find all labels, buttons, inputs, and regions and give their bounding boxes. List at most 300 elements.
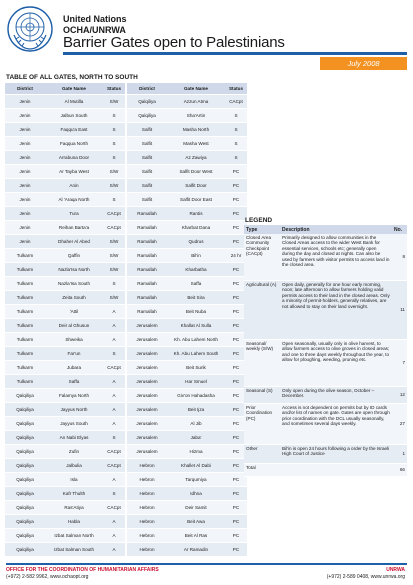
status-cell: A [103, 515, 125, 529]
district-cell: Ramallah [127, 235, 167, 249]
table-row [5, 109, 125, 123]
status-cell: PC [225, 431, 247, 445]
table-row [127, 151, 247, 165]
status-cell: PC [225, 375, 247, 389]
col-district: District [127, 83, 167, 95]
district-cell: Hebron [127, 529, 167, 543]
legend-type-cell: Seasonal (S) [244, 387, 280, 404]
gate-name-cell: Al Jib [167, 417, 225, 431]
gate-name-cell: Salfit Door West [167, 165, 225, 179]
status-cell: A [103, 403, 125, 417]
table-row [5, 277, 125, 291]
district-cell: Salfit [127, 193, 167, 207]
gate-name-cell: Zufin [45, 445, 103, 459]
gate-name-cell: Salfit Door [167, 179, 225, 193]
district-cell: Ramallah [127, 263, 167, 277]
col-gate-name: Gate Name [45, 83, 103, 95]
district-cell: Qalqiliya [5, 445, 45, 459]
col-status: Status [103, 83, 125, 95]
district-cell: Salfit [127, 165, 167, 179]
gate-name-cell: Ras'Atiya [45, 501, 103, 515]
status-cell: S [225, 137, 247, 151]
district-cell: Qalqiliya [5, 389, 45, 403]
gate-name-cell: Masha West [167, 137, 225, 151]
table-row [127, 249, 247, 263]
gate-name-cell: Tura [45, 207, 103, 221]
gate-name-cell: Kh. Abu Lahem South [167, 347, 225, 361]
status-cell: CACpt [225, 95, 247, 109]
status-cell: A [103, 305, 125, 319]
table-row [5, 165, 125, 179]
status-cell: PC [225, 179, 247, 193]
gates-table-right [127, 83, 247, 557]
legend-row [244, 445, 407, 464]
legend-col-description: Description [280, 225, 392, 234]
district-cell: Tulkarm [5, 263, 45, 277]
gate-name-cell: Khallat Al Sulla [167, 319, 225, 333]
gate-name-cell: Jayyus North [45, 403, 103, 417]
gate-name-cell: Zeita South [45, 291, 103, 305]
org-subname: OCHA/UNRWA [63, 25, 126, 35]
date-badge: July 2008 [320, 57, 407, 70]
gate-name-cell: Kharbatha [167, 263, 225, 277]
gate-name-cell: Faqqu'a East [45, 123, 103, 137]
gate-name-cell: Ar Tayba West [45, 165, 103, 179]
district-cell: Jenin [5, 123, 45, 137]
district-cell: Qalqiliya [5, 403, 45, 417]
legend-count-cell: 1 [392, 445, 407, 464]
gate-name-cell: Qudrus [167, 235, 225, 249]
gate-name-cell: Tarqumiya [167, 473, 225, 487]
footer-unrwa-contact: (+972) 2-589 0408, www.unrwa.org [326, 574, 405, 580]
table-row [127, 543, 247, 557]
district-cell: Jenin [5, 235, 45, 249]
district-cell: Ramallah [127, 277, 167, 291]
table-row [5, 529, 125, 543]
status-cell: A [103, 333, 125, 347]
table-row [5, 235, 125, 249]
status-cell: PC [225, 277, 247, 291]
legend-type-cell: Agricultural (A) [244, 281, 280, 340]
gate-name-cell: Far'un [45, 347, 103, 361]
table-row [5, 375, 125, 389]
table-row [5, 347, 125, 361]
table-row [127, 487, 247, 501]
status-cell: CACpt [103, 459, 125, 473]
gate-name-cell: Jaba' [167, 431, 225, 445]
table-row [127, 333, 247, 347]
table-row [5, 515, 125, 529]
status-cell: PC [225, 403, 247, 417]
gate-name-cell: Anin [45, 179, 103, 193]
footer-unrwa-name: UNRWA [386, 567, 405, 573]
district-cell: Qalqiliya [5, 473, 45, 487]
district-cell: Jerusalem [127, 417, 167, 431]
status-cell: PC [225, 473, 247, 487]
status-cell: A [103, 417, 125, 431]
district-cell: Qalqiliya [5, 417, 45, 431]
legend-count-cell: 8 [392, 234, 407, 281]
district-cell: Salfit [127, 179, 167, 193]
table-row [127, 277, 247, 291]
table-row [127, 235, 247, 249]
district-cell: Salfit [127, 137, 167, 151]
district-cell: Qalqiliya [5, 501, 45, 515]
table-row [127, 459, 247, 473]
status-cell: S/W [103, 95, 125, 109]
gate-name-cell: Habla [45, 515, 103, 529]
status-cell: A [103, 529, 125, 543]
gate-name-cell: Idhna [167, 487, 225, 501]
gate-name-cell: Arrabuna Door [45, 151, 103, 165]
legend-row [244, 387, 407, 404]
table-row [5, 389, 125, 403]
footer-ocha-contact: (+972) 2-582 9962, www.ochaopt.org [6, 574, 89, 580]
legend-count-cell: 11 [392, 281, 407, 340]
gate-name-cell: Bil'in [167, 249, 225, 263]
gate-name-cell: Dhaher Al Abed [45, 235, 103, 249]
table-row [127, 137, 247, 151]
table-row [127, 263, 247, 277]
gates-table-title: TABLE OF ALL GATES, NORTH TO SOUTH [6, 74, 138, 81]
district-cell: Hebron [127, 515, 167, 529]
gate-name-cell: Jubara [45, 361, 103, 375]
district-cell: Jerusalem [127, 445, 167, 459]
table-row [5, 361, 125, 375]
gate-name-cell: Kharbat Dana [167, 221, 225, 235]
legend-col-type: Type [244, 225, 280, 234]
table-row [5, 333, 125, 347]
status-cell: S [103, 109, 125, 123]
status-cell: PC [225, 319, 247, 333]
status-cell: PC [225, 417, 247, 431]
district-cell: Jenin [5, 95, 45, 109]
legend-row [244, 234, 407, 281]
table-row [5, 417, 125, 431]
title-rule [63, 52, 407, 55]
status-cell: A [103, 375, 125, 389]
table-row [127, 221, 247, 235]
table-row [127, 109, 247, 123]
gate-name-cell: Beit Awa [167, 515, 225, 529]
gate-name-cell: An Nabi Elyas [45, 431, 103, 445]
district-cell: Ramallah [127, 305, 167, 319]
gate-name-cell: Jalbulia [45, 459, 103, 473]
gate-name-cell: Kh. Abu Lahem North [167, 333, 225, 347]
status-cell: PC [225, 459, 247, 473]
status-cell: S [103, 123, 125, 137]
table-row [5, 291, 125, 305]
status-cell: PC [225, 515, 247, 529]
status-cell: S/W [103, 235, 125, 249]
status-cell: PC [225, 389, 247, 403]
gate-name-cell: Az Zawiya [167, 151, 225, 165]
gate-name-cell: Jalbun South [45, 109, 103, 123]
district-cell: Tulkarm [5, 361, 45, 375]
legend-description-cell: Bil'in is open 24 hours following a order by the Israeli High Court of Justice [280, 445, 392, 464]
district-cell: Jerusalem [127, 361, 167, 375]
gate-name-cell: 'Attil [45, 305, 103, 319]
table-row [127, 501, 247, 515]
table-row [127, 417, 247, 431]
status-cell: A [103, 543, 125, 557]
gate-name-cell: Qaffin [45, 249, 103, 263]
gate-name-cell: Beit Ijza [167, 403, 225, 417]
district-cell: Jenin [5, 193, 45, 207]
status-cell: S [103, 431, 125, 445]
page-footer [0, 562, 413, 585]
gate-name-cell: Nazla'Isa South [45, 277, 103, 291]
status-cell: PC [225, 543, 247, 557]
table-row [5, 179, 125, 193]
district-cell: Qalqiliya [5, 487, 45, 501]
status-cell: PC [225, 487, 247, 501]
district-cell: Tulkarm [5, 277, 45, 291]
legend-count-cell: 12 [392, 387, 407, 404]
district-cell: Tulkarm [5, 305, 45, 319]
gate-name-cell: Nazla'Isa North [45, 263, 103, 277]
page-header [0, 0, 413, 68]
table-row [127, 445, 247, 459]
footer-rule [6, 563, 407, 565]
page-title: Barrier Gates open to Palestinians [63, 34, 285, 51]
gate-name-cell: Beit Surik [167, 361, 225, 375]
gate-name-cell: Beit Sira [167, 291, 225, 305]
district-cell: Hebron [127, 501, 167, 515]
district-cell: Tulkarm [5, 291, 45, 305]
status-cell: S/W [103, 291, 125, 305]
gate-name-cell: Masha North [167, 123, 225, 137]
district-cell: Tulkarm [5, 347, 45, 361]
district-cell: Jenin [5, 179, 45, 193]
table-row [127, 123, 247, 137]
status-cell: PC [225, 221, 247, 235]
table-row [5, 137, 125, 151]
legend-type-cell: Seasonal/ weekly (S/W) [244, 340, 280, 387]
gate-name-cell: Isla [45, 473, 103, 487]
legend-type-cell: Prior Coordination (PC) [244, 404, 280, 445]
district-cell: Jerusalem [127, 347, 167, 361]
status-cell: PC [225, 361, 247, 375]
district-cell: Ramallah [127, 249, 167, 263]
table-row [5, 403, 125, 417]
gate-name-cell: Saffa [167, 277, 225, 291]
gate-name-cell: Sha'Artin [167, 109, 225, 123]
gate-name-cell: Saffa [45, 375, 103, 389]
district-cell: Jerusalem [127, 375, 167, 389]
district-cell: Jerusalem [127, 431, 167, 445]
status-cell: PC [225, 501, 247, 515]
table-row [5, 221, 125, 235]
org-name: United Nations [63, 14, 127, 24]
col-status: Status [225, 83, 247, 95]
district-cell: Tulkarm [5, 375, 45, 389]
district-cell: Jenin [5, 221, 45, 235]
gate-name-cell: Har Smuel [167, 375, 225, 389]
gate-name-cell: Izbat Salman South [45, 543, 103, 557]
gate-name-cell: Al Mutilla [45, 95, 103, 109]
gate-name-cell: Azzun Atma [167, 95, 225, 109]
table-row [127, 305, 247, 319]
table-row [127, 529, 247, 543]
status-cell: S [225, 151, 247, 165]
legend-description-cell: Open daily, generally for one hour early morning, noon; late afternoon to allow farmers holding valid permits access to their land in the closed areas. Only a minority of permit-holders, generally relatives, are not allowed to stay on their land overnight. [280, 281, 392, 340]
legend-table [244, 225, 407, 477]
district-cell: Ramallah [127, 291, 167, 305]
table-row [5, 95, 125, 109]
gate-name-cell: Falamya North [45, 389, 103, 403]
table-row [5, 249, 125, 263]
table-row [5, 123, 125, 137]
legend-count-cell: 7 [392, 340, 407, 387]
district-cell: Jerusalem [127, 403, 167, 417]
status-cell: 24 hr [225, 249, 247, 263]
district-cell: Salfit [127, 151, 167, 165]
gate-name-cell: Beit Al Ras [167, 529, 225, 543]
gate-name-cell: Kafr Thulth [45, 487, 103, 501]
legend-description-cell: Open seasonally, usually only in olive harvest, to allow farmers access to olive groves in closed areas; and one to three days weekly throughout the year, to allow for ploughing, weeding, pruning etc. [280, 340, 392, 387]
table-row [127, 291, 247, 305]
district-cell: Jerusalem [127, 319, 167, 333]
status-cell: S [225, 109, 247, 123]
table-row [127, 319, 247, 333]
status-cell: PC [225, 529, 247, 543]
district-cell: Salfit [127, 123, 167, 137]
district-cell: Jenin [5, 151, 45, 165]
col-gate-name: Gate Name [167, 83, 225, 95]
gate-name-cell: Jayyus South [45, 417, 103, 431]
status-cell: S [103, 277, 125, 291]
district-cell: Tulkarm [5, 249, 45, 263]
status-cell: PC [225, 347, 247, 361]
table-row [5, 473, 125, 487]
table-row [5, 207, 125, 221]
status-cell: S [103, 487, 125, 501]
status-cell: CACpt [103, 501, 125, 515]
status-cell: S [225, 123, 247, 137]
status-cell: A [103, 319, 125, 333]
table-row [5, 263, 125, 277]
district-cell: Hebron [127, 543, 167, 557]
status-cell: PC [225, 235, 247, 249]
status-cell: S [103, 151, 125, 165]
status-cell: CACpt [103, 445, 125, 459]
gate-name-cell: Ar Ramadin [167, 543, 225, 557]
district-cell: Ramallah [127, 207, 167, 221]
legend-description-cell: Only open during the olive season, October – December. [280, 387, 392, 404]
gate-name-cell: Beit Nuba [167, 305, 225, 319]
district-cell: Qalqiliya [5, 543, 45, 557]
status-cell: S [103, 193, 125, 207]
status-cell: S/W [103, 165, 125, 179]
gate-name-cell: Khallet Al Dabi [167, 459, 225, 473]
table-row [127, 193, 247, 207]
legend-title: LEGEND [245, 217, 273, 224]
table-row [127, 375, 247, 389]
legend-description-cell: Access is not dependent on permits but by ID cards and/or list of names on gate. Gates are open through prior coordination with the DCL usually seasonally, and sometimes several days weekly. [280, 404, 392, 445]
district-cell: Ramallah [127, 221, 167, 235]
gate-name-cell: Rantis [167, 207, 225, 221]
table-row [127, 515, 247, 529]
district-cell: Jerusalem [127, 389, 167, 403]
district-cell: Qalqiliya [127, 109, 167, 123]
table-row [5, 319, 125, 333]
legend-row [244, 404, 407, 445]
gate-name-cell: Reihan Barta'a [45, 221, 103, 235]
district-cell: Qalqiliya [127, 95, 167, 109]
status-cell: PC [225, 165, 247, 179]
status-cell: PC [225, 207, 247, 221]
table-row [127, 347, 247, 361]
status-cell: CACpt [103, 207, 125, 221]
status-cell: PC [225, 193, 247, 207]
table-row [127, 179, 247, 193]
table-row [127, 95, 247, 109]
district-cell: Hebron [127, 473, 167, 487]
legend-row [244, 464, 407, 477]
district-cell: Qalqiliya [5, 529, 45, 543]
gate-name-cell: Faqqua North [45, 137, 103, 151]
status-cell: S [103, 347, 125, 361]
gate-name-cell: Al 'Araqa North [45, 193, 103, 207]
gate-name-cell: Salfit Door East [167, 193, 225, 207]
table-row [127, 165, 247, 179]
status-cell: PC [225, 333, 247, 347]
table-row [5, 487, 125, 501]
status-cell: CACpt [103, 221, 125, 235]
district-cell: Hebron [127, 487, 167, 501]
legend-count-cell: 27 [392, 404, 407, 445]
gate-name-cell: Deir al Ghusun [45, 319, 103, 333]
district-cell: Jenin [5, 137, 45, 151]
status-cell: S [103, 137, 125, 151]
district-cell: Tulkarm [5, 333, 45, 347]
status-cell: CACpt [103, 361, 125, 375]
district-cell: Jenin [5, 109, 45, 123]
district-cell: Hebron [127, 459, 167, 473]
status-cell: PC [225, 263, 247, 277]
legend-description-cell [280, 464, 392, 477]
district-cell: Tulkarm [5, 319, 45, 333]
gate-name-cell: Izbat Salman North [45, 529, 103, 543]
footer-ocha-name: OFFICE FOR THE COORDINATION OF HUMANITARIAN AFFAIRS [6, 567, 159, 573]
gate-name-cell: Giv'on Hahadasha [167, 389, 225, 403]
table-row [127, 361, 247, 375]
legend-col-count: No. [392, 225, 407, 234]
district-cell: Jerusalem [127, 333, 167, 347]
status-cell: A [103, 389, 125, 403]
legend-type-cell: Closed Area Community Checkpoint (CACpt) [244, 234, 280, 281]
district-cell: Qalqiliya [5, 431, 45, 445]
legend-type-cell: Other [244, 445, 280, 464]
gate-name-cell: Shweika [45, 333, 103, 347]
district-cell: Jenin [5, 165, 45, 179]
table-row [127, 389, 247, 403]
gate-name-cell: Deir Samit [167, 501, 225, 515]
table-row [5, 305, 125, 319]
table-row [5, 543, 125, 557]
un-emblem-icon [6, 5, 54, 53]
status-cell: A [103, 473, 125, 487]
status-cell: PC [225, 305, 247, 319]
table-row [127, 403, 247, 417]
status-cell: S/W [103, 179, 125, 193]
district-cell: Qalqiliya [5, 459, 45, 473]
status-cell: PC [225, 445, 247, 459]
status-cell: S/W [103, 249, 125, 263]
legend-row [244, 340, 407, 387]
district-cell: Qalqiliya [5, 515, 45, 529]
